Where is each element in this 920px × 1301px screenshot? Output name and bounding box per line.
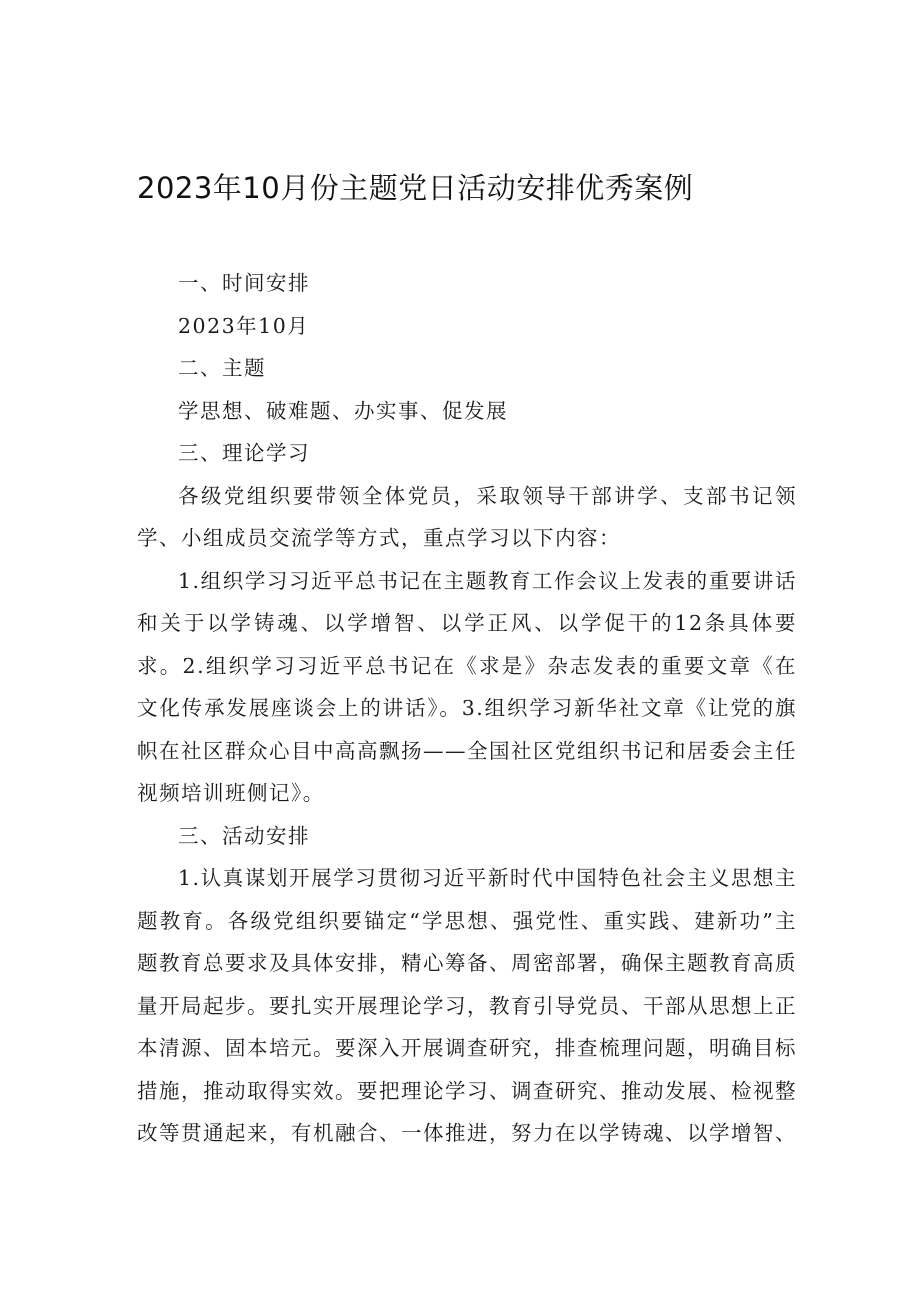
document-body [137, 262, 797, 1155]
section-heading-theory: 三、理论学习 [178, 441, 310, 465]
section-heading-theme: 二、主题 [178, 356, 266, 380]
time-value: 2023年10月 [178, 313, 310, 338]
document-title: 2023年10月份主题党日活动安排优秀案例 [137, 171, 694, 205]
section-heading-time: 一、时间安排 [178, 271, 310, 295]
theory-items-paragraph: 1.组织学习习近平总书记在主题教育工作会议上发表的重要讲话和关于以学铸魂、以学增智、以学正风、以学促干的12条具体要求。2.组织学习习近平总书记在《求是》杂志发表的重要文章《在文化传承发展座谈会上的讲话》。3.组织学习新华社文章《让党的旗帜在社区群众心目中高高飘扬——全国社区党组织书记和居委会主任视频培训班侧记》。 [137, 568, 797, 805]
theme-value: 学思想、破难题、办实事、促发展 [178, 398, 508, 423]
section-heading-activity: 三、活动安排 [178, 823, 310, 848]
activity-item-1-paragraph: 1.认真谋划开展学习贯彻习近平新时代中国特色社会主义思想主题教育。各级党组织要锚定“学思想、强党性、重实践、建新功”主题教育总要求及具体安排，精心筹备、周密部署，确保主题教育高质量开局起步。要扎实开展理论学习，教育引导党员、干部从思想上正本清源、固本培元。要深入开展调查研究，排查梳理问题，明确目标措施，推动取得实效。要把理论学习、调查研究、推动发展、检视整改等贯通起来，有机融合、一体推进，努力在以学铸魂、以学增智、 [137, 866, 797, 1145]
theory-intro-paragraph: 各级党组织要带领全体党员，采取领导干部讲学、支部书记领学、小组成员交流学等方式，重点学习以下内容： [137, 483, 797, 550]
